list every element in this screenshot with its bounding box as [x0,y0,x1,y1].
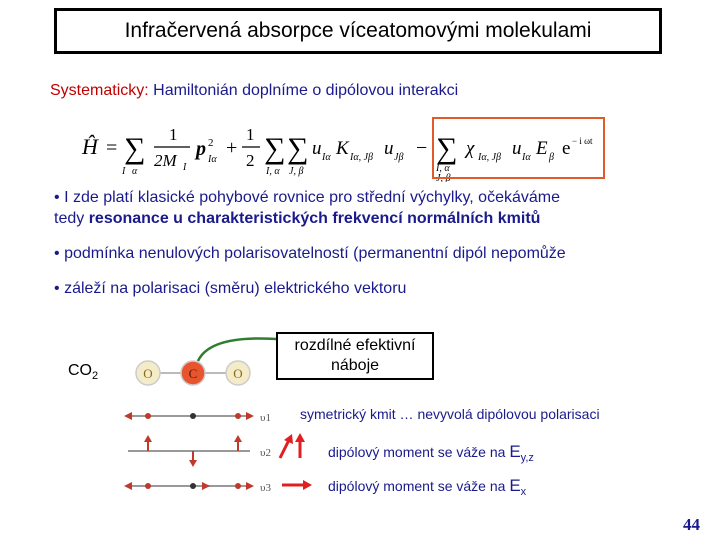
eq-frac1-den-sub: I [183,162,187,173]
mode-1-diagram [124,412,271,424]
callout-connector [198,338,276,361]
eq-sum-1: ∑ [124,132,146,165]
eq-sum-1-sub: I [122,166,126,177]
eq-minus: − [416,137,428,159]
oxygen-right-label: O [233,366,243,381]
eq-exp-power: − i ωt [572,136,593,146]
eq-sum-2: ∑ [264,132,286,165]
eq-plus: + [226,137,238,159]
bullet-marker: • [54,189,60,206]
mode-2-field-sub: y,z [520,451,534,464]
carbon-label: C [188,366,198,381]
bullet-1-text: I zde platí klasické pohybové rovnice pro střední výchylky, očekáváme [64,189,560,206]
bullet-1-plain: tedy [54,210,89,227]
eq-sum-4-sub1: I, α [436,163,450,174]
dipole-term-highlight [432,117,605,179]
bullet-1-line1 [54,187,560,208]
eq-H: Ĥ [82,134,98,159]
bullet-2 [54,243,566,264]
mode-3-diagram [124,482,271,494]
mode-2-description [328,442,534,464]
arrow-x-icon [282,480,312,490]
mode-3-text: dipólový moment se váže na [328,478,510,494]
eq-u1-sub: Iα [322,152,331,163]
mode-1-description [300,406,600,422]
page-number: 44 [683,515,700,534]
eq-sum-2-sub: I, α [266,166,280,177]
polarisation-arrows [276,432,316,504]
eq-sum-3: ∑ [287,132,309,165]
eq-sum-1-sub2: α [132,166,138,177]
mode-3-label: υ3 [260,482,271,494]
mode-2-diagram [128,435,271,467]
bullet-2-text: podmínka nenulových polarisovatelností (permanentní dipól nepomůže [64,245,566,262]
co2-label-main: CO [68,362,92,379]
eq-p-sup: 2 [208,137,214,149]
bullet-marker: • [54,280,60,297]
eq-frac2-den: 2 [246,151,255,170]
eq-E: E [536,138,548,159]
eq-u2-sub: Jβ [394,152,404,163]
eq-p-sub: Iα [208,154,217,165]
eq-frac1-num: 1 [169,125,178,144]
slide-title-text: Infračervená absorpce víceatomovými molekulami [124,19,592,42]
eq-K-sub: Iα, Jβ [350,152,373,163]
callout-box [276,332,434,380]
eq-equals: = [106,137,118,159]
callout-line-2: náboje [330,357,380,374]
bullet-marker: • [54,245,60,262]
subtitle-rest: Hamiltonián doplníme o dipólovou interakci [153,82,459,99]
slide-title [54,8,662,54]
mode-1-text: symetrický kmit … nevyvolá dipólovou polarisaci [300,406,600,422]
mode-1-label: υ1 [260,412,271,424]
mode-3-field-sub: x [520,485,527,498]
eq-E-sub: β [549,152,554,163]
eq-sum-4: ∑ [436,132,458,165]
bullet-3-text: záleží na polarisaci (směru) elektrického vektoru [64,280,407,297]
eq-K: K [336,138,349,159]
eq-frac1-den: 2M [154,151,177,170]
bullet-1 [54,187,560,229]
eq-u3: u [512,138,522,159]
arrow-yz-icon [280,433,305,458]
eq-chi-sub: Iα, Jβ [478,152,501,163]
callout-line-1: rozdílné efektivní [294,337,416,354]
co2-label-sub: 2 [92,370,99,383]
bullet-3 [54,278,406,299]
mode-2-text: dipólový moment se váže na [328,444,510,460]
eq-sum-3-sub: J, β [289,166,304,177]
bullet-1-line2 [54,208,560,229]
subtitle-lead: Systematicky: [50,82,149,99]
subtitle [50,82,458,100]
eq-chi: χ [466,138,475,159]
eq-sum-4-sub2: J, β [436,173,451,182]
mode-3-field: E [509,476,521,495]
eq-u1: u [312,138,322,159]
mode-3-description [328,476,526,498]
eq-u3-sub: Iα [522,152,531,163]
oxygen-left-label: O [143,366,153,381]
eq-u2: u [384,138,394,159]
eq-frac2-num: 1 [246,125,255,144]
eq-exp-e: e [562,138,571,159]
mode-2-label: υ2 [260,447,271,459]
eq-p: p [196,138,206,160]
bullet-1-bold: resonance u charakteristických frekvencí normálních kmitů [88,210,541,227]
mode-2-field: E [509,442,521,461]
co2-label [68,362,98,382]
